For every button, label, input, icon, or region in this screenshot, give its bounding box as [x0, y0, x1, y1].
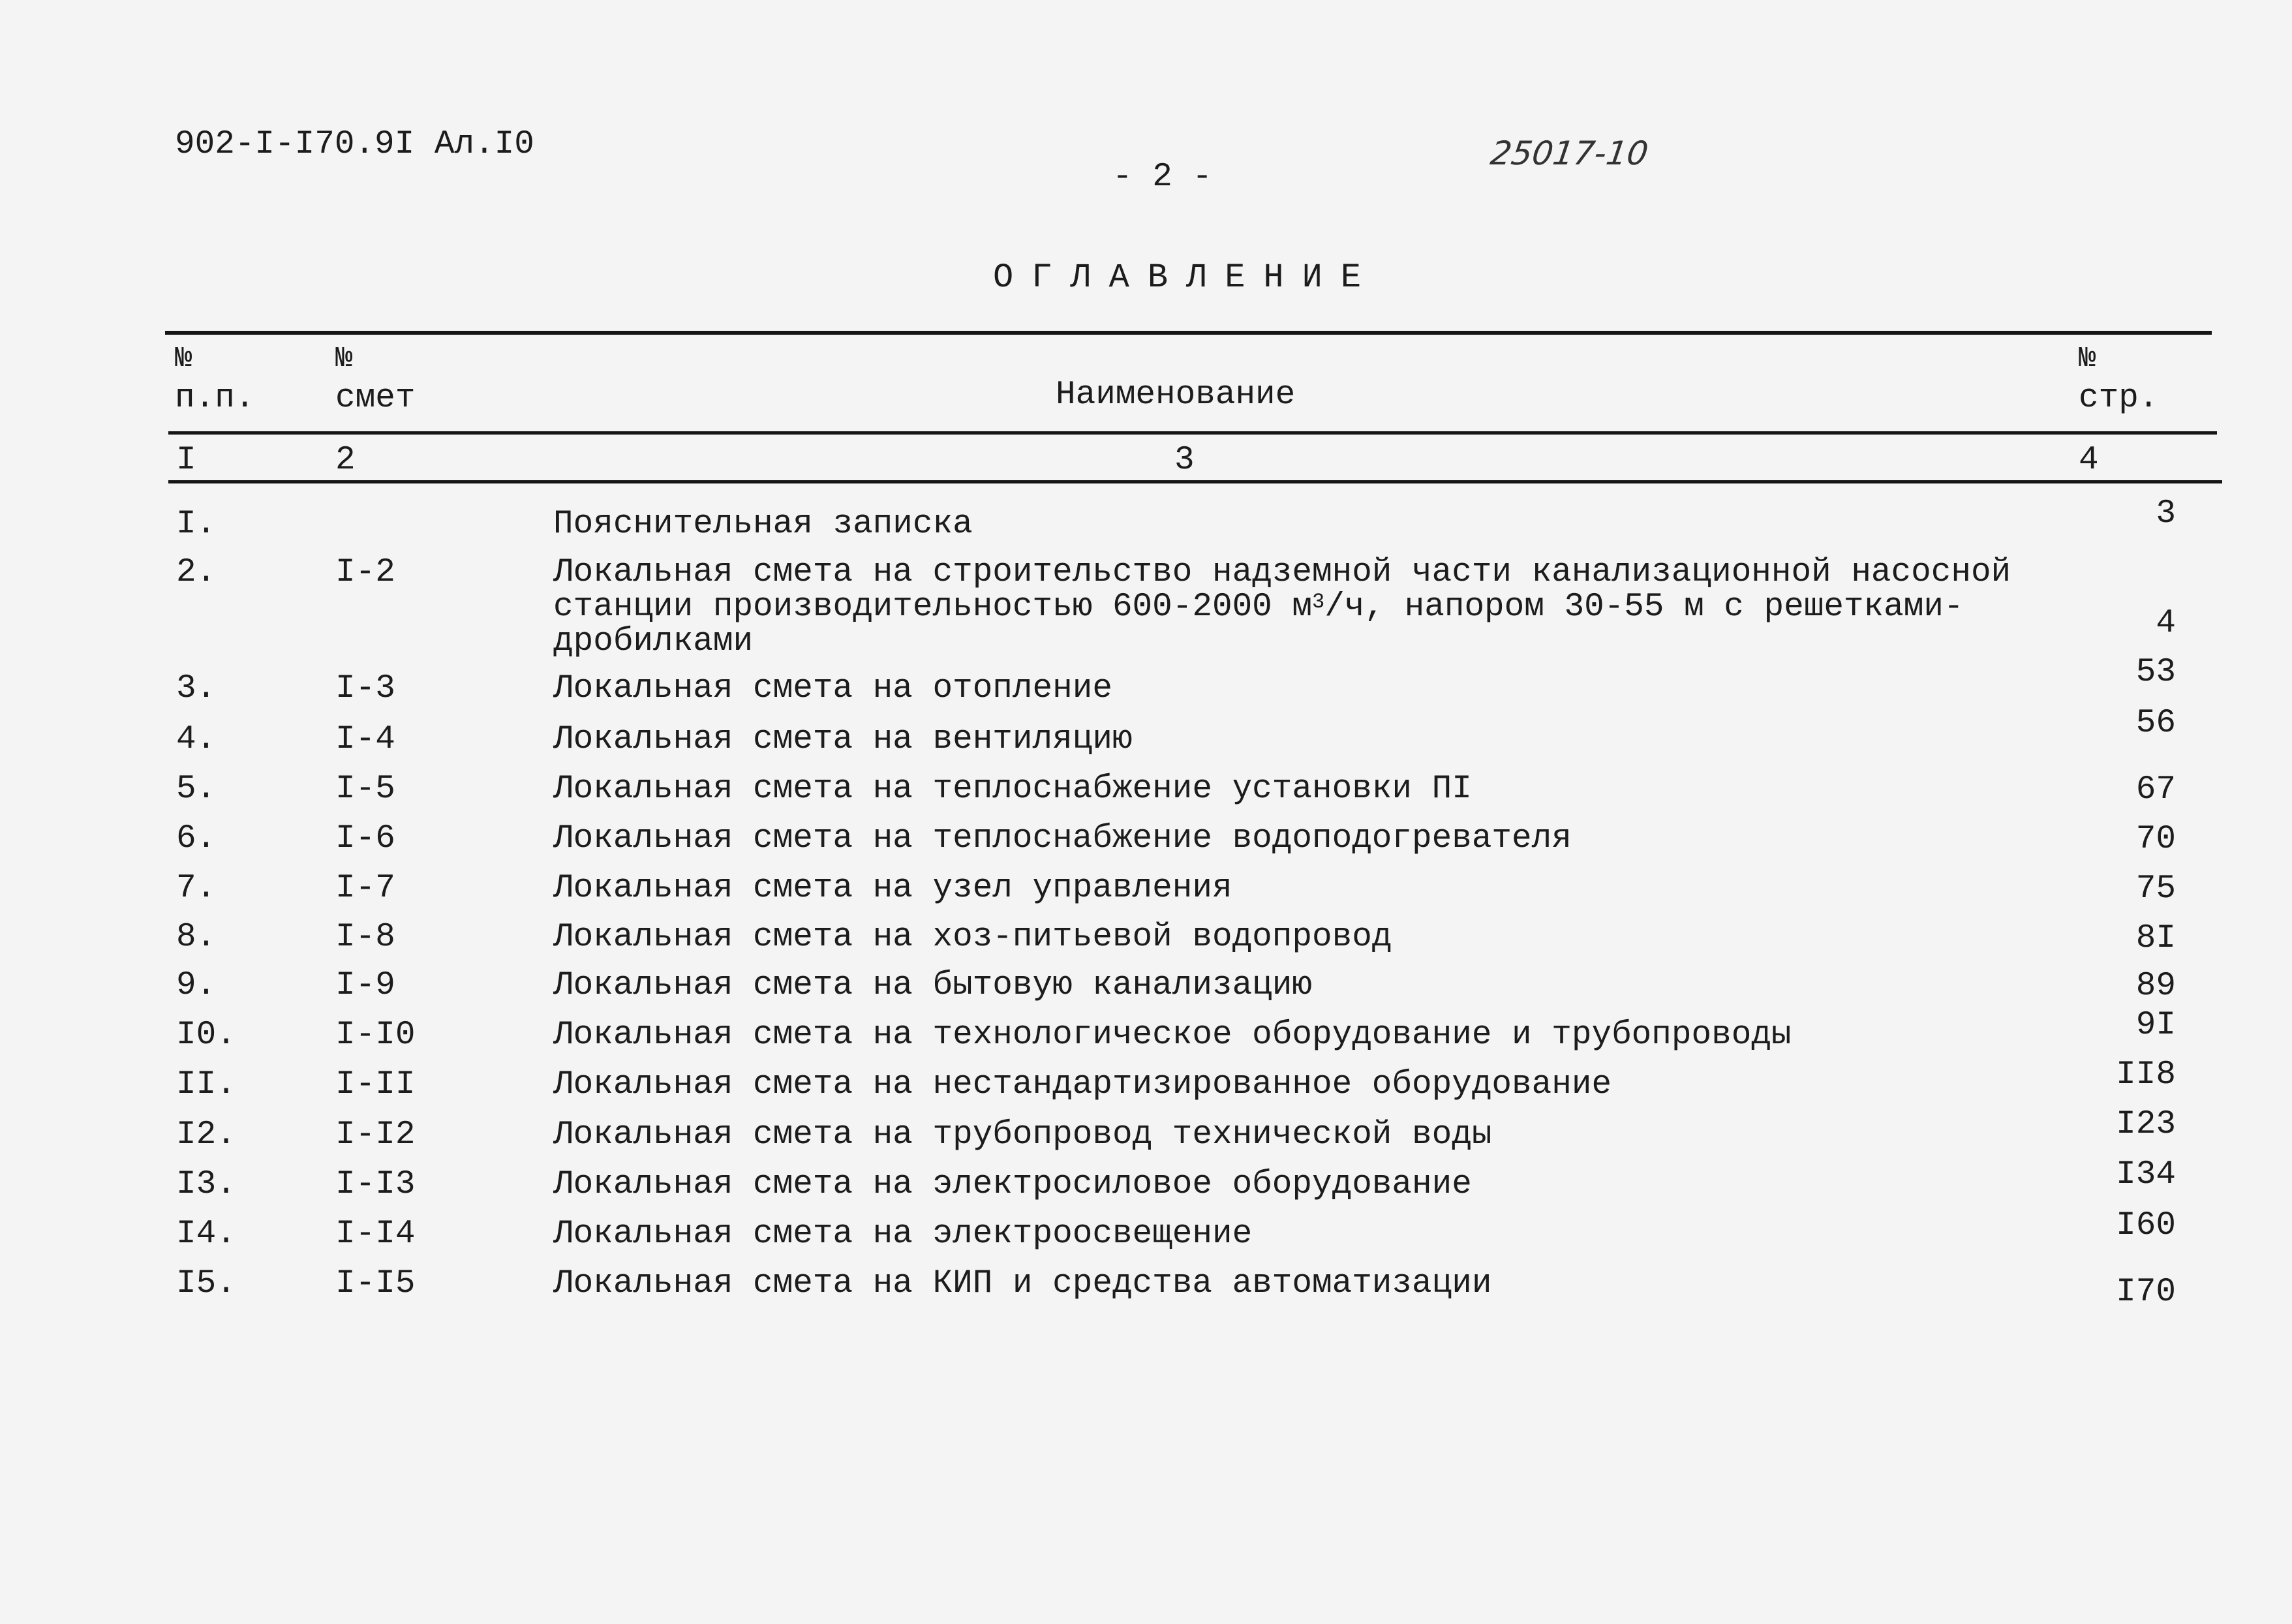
- item-name: Локальная смета на вентиляцию: [553, 721, 1133, 758]
- estimate-number: I-4: [335, 721, 395, 758]
- page-number: 89: [2135, 968, 2176, 1005]
- page-number: - 2 -: [1112, 159, 1213, 196]
- page-number: 67: [2135, 771, 2176, 808]
- column-header-name: Наименование: [1056, 376, 1296, 414]
- header-rule: [168, 431, 2217, 435]
- page-number: 3: [2156, 495, 2176, 532]
- row-number: 6.: [176, 820, 217, 857]
- page-number: II8: [2116, 1056, 2176, 1094]
- item-name: Локальная смета на теплоснабжение установки ПI: [553, 771, 1472, 808]
- estimate-number: I-7: [335, 870, 395, 907]
- handwritten-stamp: 25017-10: [1488, 134, 1651, 172]
- row-number: 2.: [176, 554, 217, 591]
- row-number: 7.: [176, 870, 217, 907]
- page-number: I60: [2116, 1207, 2176, 1244]
- column-header-page: стр.: [2079, 380, 2159, 417]
- row-number: 9.: [176, 967, 217, 1004]
- item-name-text: станции производительностью 600-2000 м: [553, 589, 1312, 626]
- estimate-number: I-I2: [335, 1116, 416, 1154]
- estimate-number: I-II: [335, 1066, 416, 1103]
- item-name: Локальная смета на нестандартизированное оборудование: [553, 1066, 1612, 1103]
- page-number: 8I: [2135, 920, 2176, 957]
- item-name: Локальная смета на электроосвещение: [553, 1216, 1253, 1253]
- item-name: Локальная смета на технологическое оборудование и трубопроводы: [553, 1017, 1792, 1054]
- item-name: Локальная смета на трубопровод технической воды: [553, 1116, 1492, 1154]
- item-name: Локальная смета на узел управления: [553, 870, 1232, 907]
- row-number: 8.: [176, 919, 217, 956]
- estimate-number: I-I5: [335, 1265, 416, 1302]
- number-sign: №: [175, 343, 192, 375]
- page-number: 56: [2135, 705, 2176, 742]
- number-sign: №: [335, 343, 353, 375]
- row-number: I0.: [176, 1017, 236, 1054]
- page-title: ОГЛАВЛЕНИЕ: [993, 258, 1380, 297]
- estimate-number: I-I0: [335, 1017, 416, 1054]
- page-number: 53: [2135, 654, 2176, 691]
- estimate-number: I-I3: [335, 1166, 416, 1203]
- column-index-rule: [168, 480, 2222, 483]
- estimate-number: I-I4: [335, 1216, 416, 1253]
- page-number: I34: [2116, 1156, 2176, 1193]
- number-sign: №: [2079, 343, 2096, 375]
- row-number: 5.: [176, 771, 217, 808]
- page-number: I23: [2116, 1106, 2176, 1143]
- estimate-number: I-3: [335, 670, 395, 707]
- page-number: 75: [2135, 870, 2176, 908]
- estimate-number: I-8: [335, 919, 395, 956]
- item-name: Локальная смета на отопление: [553, 670, 1112, 707]
- table-top-rule: [165, 331, 2212, 335]
- estimate-number: I-2: [335, 554, 395, 591]
- document-code: 902-I-I70.9I Ал.I0: [175, 126, 534, 163]
- column-index-3: 3: [1174, 442, 1195, 479]
- estimate-number: I-9: [335, 967, 395, 1004]
- item-name: Пояснительная записка: [553, 506, 973, 543]
- item-name-text: /ч, напором 30-55 м с решетками-: [1324, 589, 1964, 626]
- item-name: Локальная смета на теплоснабжение водоподогревателя: [553, 820, 1572, 857]
- column-header-no: п.п.: [175, 380, 255, 417]
- item-name-line-2: [553, 590, 1964, 624]
- column-index-4: 4: [2079, 442, 2099, 479]
- column-index-1: I: [176, 442, 196, 479]
- column-header-estimate: смет: [335, 380, 416, 417]
- row-number: I5.: [176, 1265, 236, 1302]
- item-name: Локальная смета на бытовую канализацию: [553, 967, 1312, 1004]
- row-number: I.: [176, 506, 217, 543]
- row-number: II.: [176, 1066, 236, 1103]
- column-index-2: 2: [335, 442, 356, 479]
- item-name-line-3: дробилками: [553, 623, 754, 660]
- superscript: 3: [1312, 590, 1325, 614]
- page-number: 70: [2135, 821, 2176, 858]
- row-number: 4.: [176, 721, 217, 758]
- item-name: Локальная смета на хоз-питьевой водопровод: [553, 919, 1392, 956]
- page-number: I70: [2116, 1274, 2176, 1311]
- item-name: Локальная смета на электросиловое оборудование: [553, 1166, 1472, 1203]
- row-number: 3.: [176, 670, 217, 707]
- row-number: I3.: [176, 1166, 236, 1203]
- estimate-number: I-6: [335, 820, 395, 857]
- row-number: I4.: [176, 1216, 236, 1253]
- item-name-line-1: Локальная смета на строительство надземной части канализационной насосной: [553, 554, 2011, 591]
- row-number: I2.: [176, 1116, 236, 1154]
- page-number: 4: [2156, 605, 2176, 642]
- item-name: Локальная смета на КИП и средства автоматизации: [553, 1265, 1492, 1302]
- estimate-number: I-5: [335, 771, 395, 808]
- page-number: 9I: [2135, 1007, 2176, 1044]
